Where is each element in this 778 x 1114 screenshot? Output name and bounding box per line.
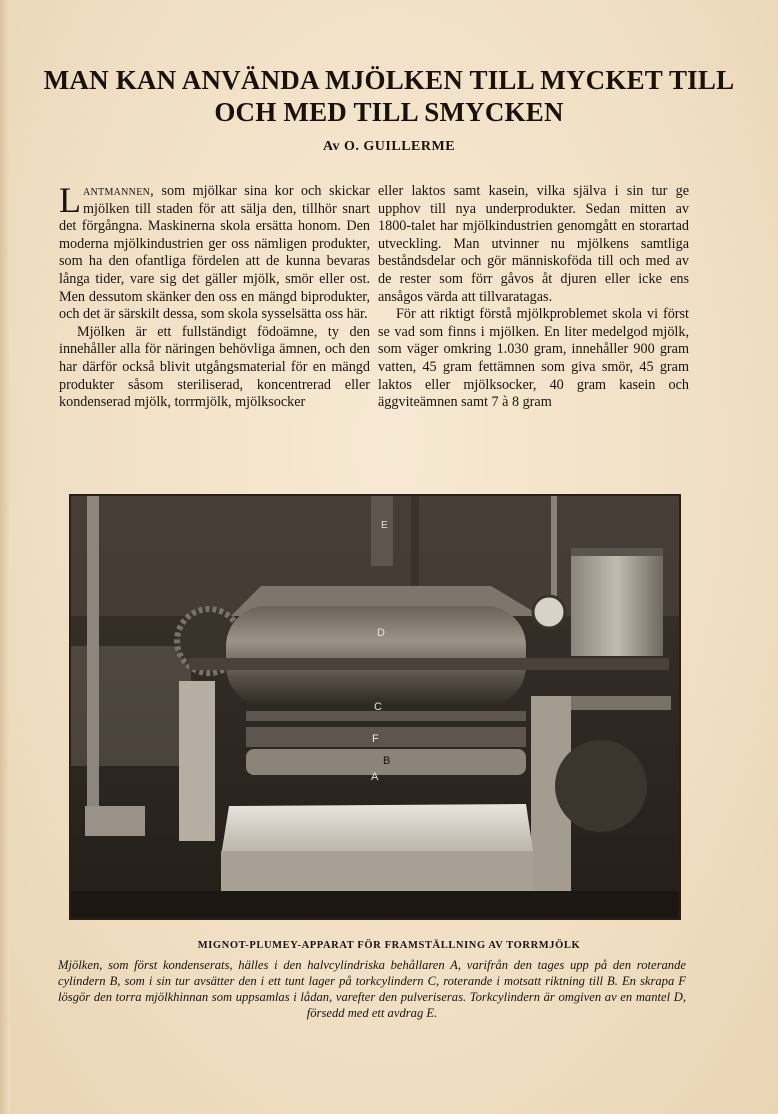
figure-label-c: C <box>374 701 382 713</box>
text-column-right <box>378 183 689 412</box>
drop-cap: L <box>59 180 81 220</box>
machine-photograph <box>69 494 681 920</box>
paragraph: För att riktigt förstå mjölkproblemet skola vi först se vad som finns i mjölken. En liter medelgod mjölk, som väger omkring 1.030 gram, innehåller 900 gram vatten, 45 gram fettämnen som giva smör, 45 gram laktos eller mjölksocker, 40 gram kasein och äggviteämnen samt 7 à 8 gram <box>378 306 689 411</box>
article-byline: Av O. GUILLERME <box>322 139 456 154</box>
drying-machine-illustration <box>71 496 679 918</box>
lead-word: antmannen, <box>83 183 154 199</box>
figure-caption-text: Mjölken, som först kondenserats, hälles i den halvcylindriska behållaren A, varifrån den tages upp på den roterande cylindern B, som i sin tur avsätter den i ett tunt lager på torkcylindern C, roterande i motsatt riktning till B. En skrapa F lösgör den torra mjölkhinnan som uppsamlas i lådan, varefter den pulveriseras. Torkcylindern är omgiven av en mantel D, försedd med ett avdrag E. <box>58 958 686 1020</box>
paragraph: eller laktos samt kasein, vilka själva i sin tur ge upphov till nya underprodukter. Sedan mitten av 1800-talet har mjölkindustrien genomgått en storartad utveckling. Man utvinner nu mjölkens samtliga beståndsdelar och gör människoföda till och med av de rester som förr gåvos åt djuren eller icke ens ansågos värda att tillvaratagas. <box>378 183 689 305</box>
figure-label-b: B <box>383 755 391 767</box>
paragraph <box>59 180 370 324</box>
figure-label-d: D <box>377 627 385 639</box>
figure-label-e: E <box>381 520 388 531</box>
figure-caption-title: MIGNOT-PLUMEY-APPARAT FÖR FRAMSTÄLLNING AV TORRMJÖLK <box>197 940 581 951</box>
text-column-left <box>59 180 370 412</box>
paragraph-text: som mjölkar sina kor och skickar mjölken till staden för att sälja den, tillhör snart det förgångna. Maskinerna skola ersätta honom. Den moderna mjölkindustrien ger oss nämligen produkter, som ha den ofantliga fördelen att de kunna bevaras långa tider, vare sig det gäller mjölk, smör eller ost. Men dessutom skänker den oss en mängd biprodukter, och det är särskilt dessa, som skola sysselsätta oss här. <box>59 183 370 323</box>
paragraph: Mjölken är ett fullständigt födoämne, ty den innehåller alla för näringen behövliga ämnen, och den har därför också blivit utgångsmaterial för en mängd produkter såsom steriliserad, koncentrerad eller kondenserad mjölk, torrmjölk, mjölksocker <box>59 323 370 411</box>
article-title: MAN KAN ANVÄNDA MJÖLKEN TILL MYCKET TILL OCH MED TILL SMYCKEN <box>43 65 735 127</box>
figure-label-a: A <box>371 771 379 783</box>
figure-label-f: F <box>372 733 379 745</box>
